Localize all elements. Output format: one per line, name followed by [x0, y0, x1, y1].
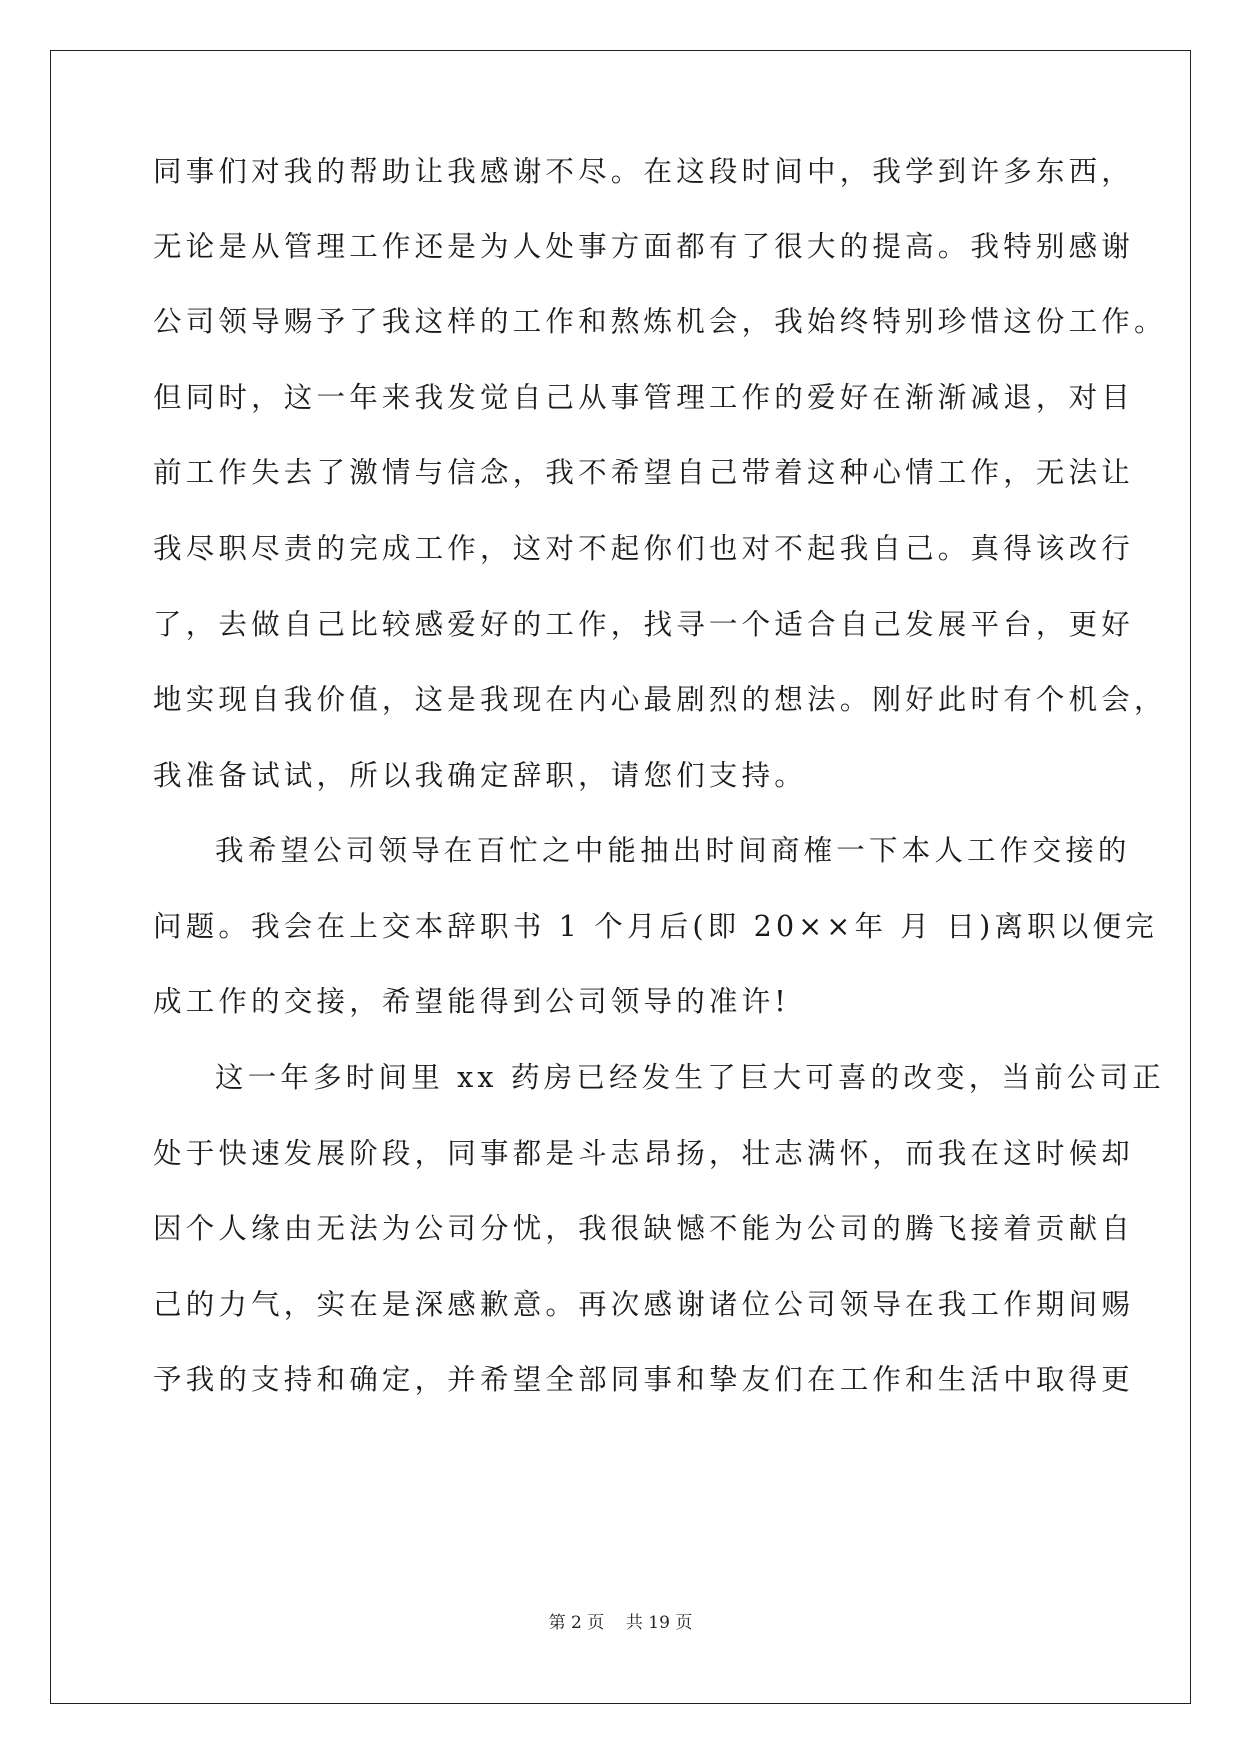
- text-line: 我尽职尽责的完成工作，这对不起你们也对不起我自己。真得该改行: [153, 532, 1135, 565]
- paragraph-first-line: 我希望公司领导在百忙之中能抽出时间商榷一下本人工作交接的: [215, 834, 1131, 867]
- paragraph-first-line: 这一年多时间里 xx 药房已经发生了巨大可喜的改变，当前公司正: [215, 1061, 1165, 1094]
- text-line: 处于快速发展阶段，同事都是斗志昂扬，壮志满怀，而我在这时候却: [153, 1137, 1135, 1170]
- page-number: 第 2 页: [548, 1613, 605, 1633]
- text-line: 因个人缘由无法为公司分忧，我很缺憾不能为公司的腾飞接着贡献自: [153, 1212, 1135, 1245]
- text-line: 己的力气，实在是深感歉意。再次感谢诸位公司领导在我工作期间赐: [153, 1288, 1135, 1321]
- text-line: 地实现自我价值，这是我现在内心最剧烈的想法。刚好此时有个机会，: [153, 683, 1167, 716]
- text-line: 同事们对我的帮助让我感谢不尽。在这段时间中，我学到许多东西，: [153, 155, 1135, 188]
- text-line: 了，去做自己比较感爱好的工作，找寻一个适合自己发展平台，更好: [153, 608, 1135, 641]
- text-line: 但同时，这一年来我发觉自己从事管理工作的爱好在渐渐减退，对目: [153, 381, 1135, 414]
- text-line: 问题。我会在上交本辞职书 1 个月后(即 20××年 月 日)离职以便完: [153, 910, 1158, 943]
- text-line: 我准备试试，所以我确定辞职，请您们支持。: [153, 759, 808, 792]
- text-line: 予我的支持和确定，并希望全部同事和挚友们在工作和生活中取得更: [153, 1363, 1135, 1396]
- text-line: 成工作的交接，希望能得到公司领导的准许!: [153, 985, 790, 1018]
- text-line: 前工作失去了激情与信念，我不希望自己带着这种心情工作，无法让: [153, 456, 1135, 489]
- page-footer: [0, 1612, 1241, 1634]
- text-line: 无论是从管理工作还是为人处事方面都有了很大的提高。我特别感谢: [153, 230, 1135, 263]
- page-border: [50, 50, 1191, 1704]
- text-line: 公司领导赐予了我这样的工作和熬炼机会，我始终特别珍惜这份工作。: [153, 305, 1167, 338]
- page-total: 共 19 页: [625, 1613, 693, 1633]
